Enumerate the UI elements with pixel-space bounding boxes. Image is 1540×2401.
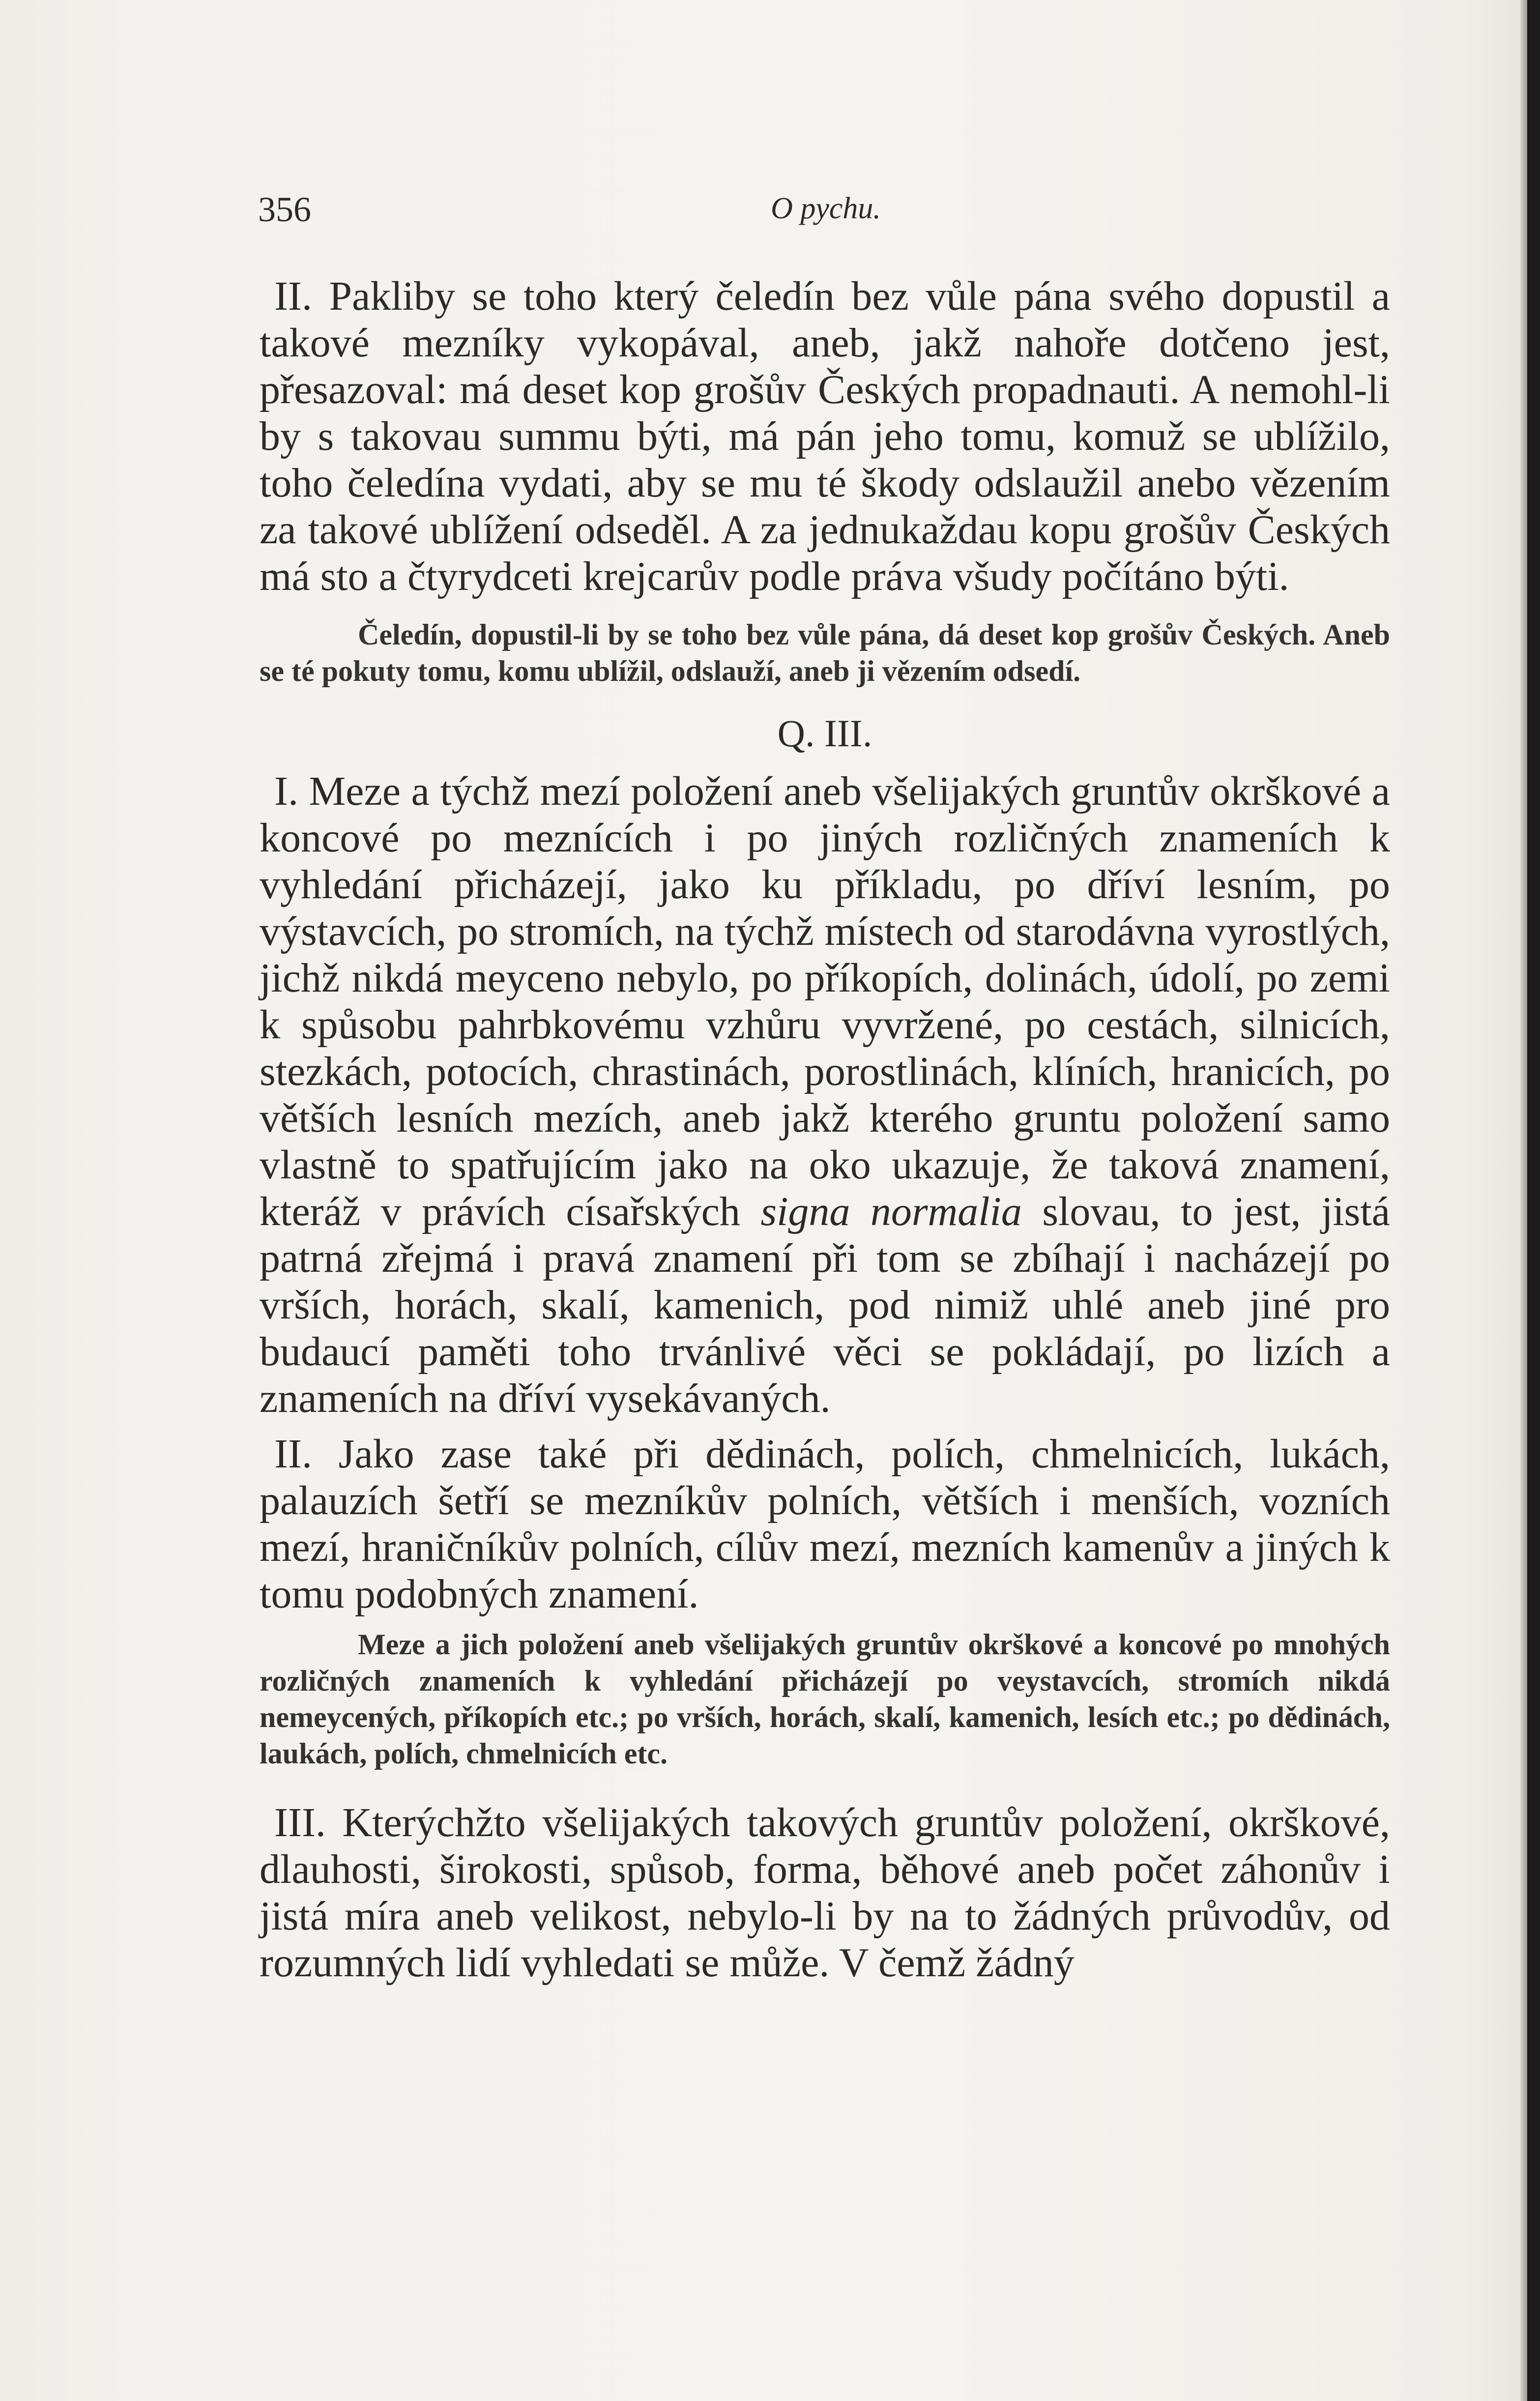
margin-note-2: Meze a jich položení aneb všelijakých gruntův okrškové a koncové po mnohých rozličných znameních k vyhledání přicházejí po veystavcích, stromích nikdá nemeycených, příkopích etc.; po vrších, horách, skalí, kamenich, lesích etc.; po dědinách, laukách, polích, chmelnicích etc. <box>260 1628 1390 1770</box>
page-number: 356 <box>258 190 311 229</box>
paragraph-II-penalty: II. Pakliby se toho který čeledín bez vůle pána svého dopustil a takové mezníky vykopával, aneb, jakž nahoře dotčeno jest, přesazoval: má deset kop grošův Českých propadnauti. A nemohl-li by s takovau summu býti, má pán jeho tomu, komuž se ublížilo, toho čeledína vydati, aby se mu té škody odslaužil anebo vězením za takové ublížení odseděl. A za jednukaždau kopu grošův Českých má sto a čtyrydceti krejcarův podle práva všudy počítáno býti. <box>260 273 1390 599</box>
paragraph-II-fields: II. Jako zase také při dědinách, polích, chmelnicích, lukách, palauzích šetří se mezníkův polních, větších i menších, vozních mezí, hraničníkův polních, cílův mezí, mezních kamenův a jiných k tomu podobných znamení. <box>260 1431 1390 1617</box>
page-header <box>258 184 1394 238</box>
book-spine-edge <box>1527 0 1540 2401</box>
running-title: O pychu. <box>771 192 881 225</box>
paragraph-I-text-b: slovau, to jest, jistá patrná zřejmá i pravá znamení při tom se zbíhají i nacházejí po vrších, horách, skalí, kamenich, pod nimiž uhlé aneb jiné pro budaucí paměti toho trvánlivé věci se pokládají, po lizích a znameních na dříví vysekávaných. <box>260 1189 1390 1421</box>
section-heading: Q. III. <box>777 712 872 755</box>
page-edge-shadow <box>1520 0 1527 2401</box>
paragraph-III-measures: III. Kterýchžto všelijakých takových gruntův položení, okrškové, dlauhosti, širokosti, spůsob, forma, běhové aneb počet záhonův i jistá míra aneb velikost, nebylo-li by na to žádných průvodův, od rozumných lidí vyhledati se může. V čemž žádný <box>260 1800 1390 1986</box>
body-text <box>260 273 1390 1986</box>
margin-note-1: Čeledín, dopustil-li by se toho bez vůle pána, dá deset kop grošův Českých. Aneb se té pokuty tomu, komu ublížil, odslauží, aneb ji vězením odsedí. <box>260 618 1390 687</box>
latin-term: signa normalia <box>760 1189 1022 1234</box>
paragraph-I-text-a: I. Meze a týchž mezí položení aneb všelijakých gruntův okrškové a koncové po meznících i po jiných rozličných znameních k vyhledání přicházejí, jako ku příkladu, po dříví lesním, po výstavcích, po stromích, na týchž místech od starodávna vyrostlých, jichž nikdá meyceno nebylo, po příkopích, dolinách, údolí, po zemi k spůsobu pahrbkovému vzhůru vyvržené, po cestách, silnicích, stezkách, potocích, chrastinách, porostlinách, klíních, hranicích, po větších lesních mezích, aneb jakž kterého gruntu položení samo vlastně to spatřujícím jako na oko ukazuje, že taková znamení, kteráž v právích císařských <box>260 768 1390 1234</box>
paragraph-I-boundaries <box>260 768 1390 1422</box>
